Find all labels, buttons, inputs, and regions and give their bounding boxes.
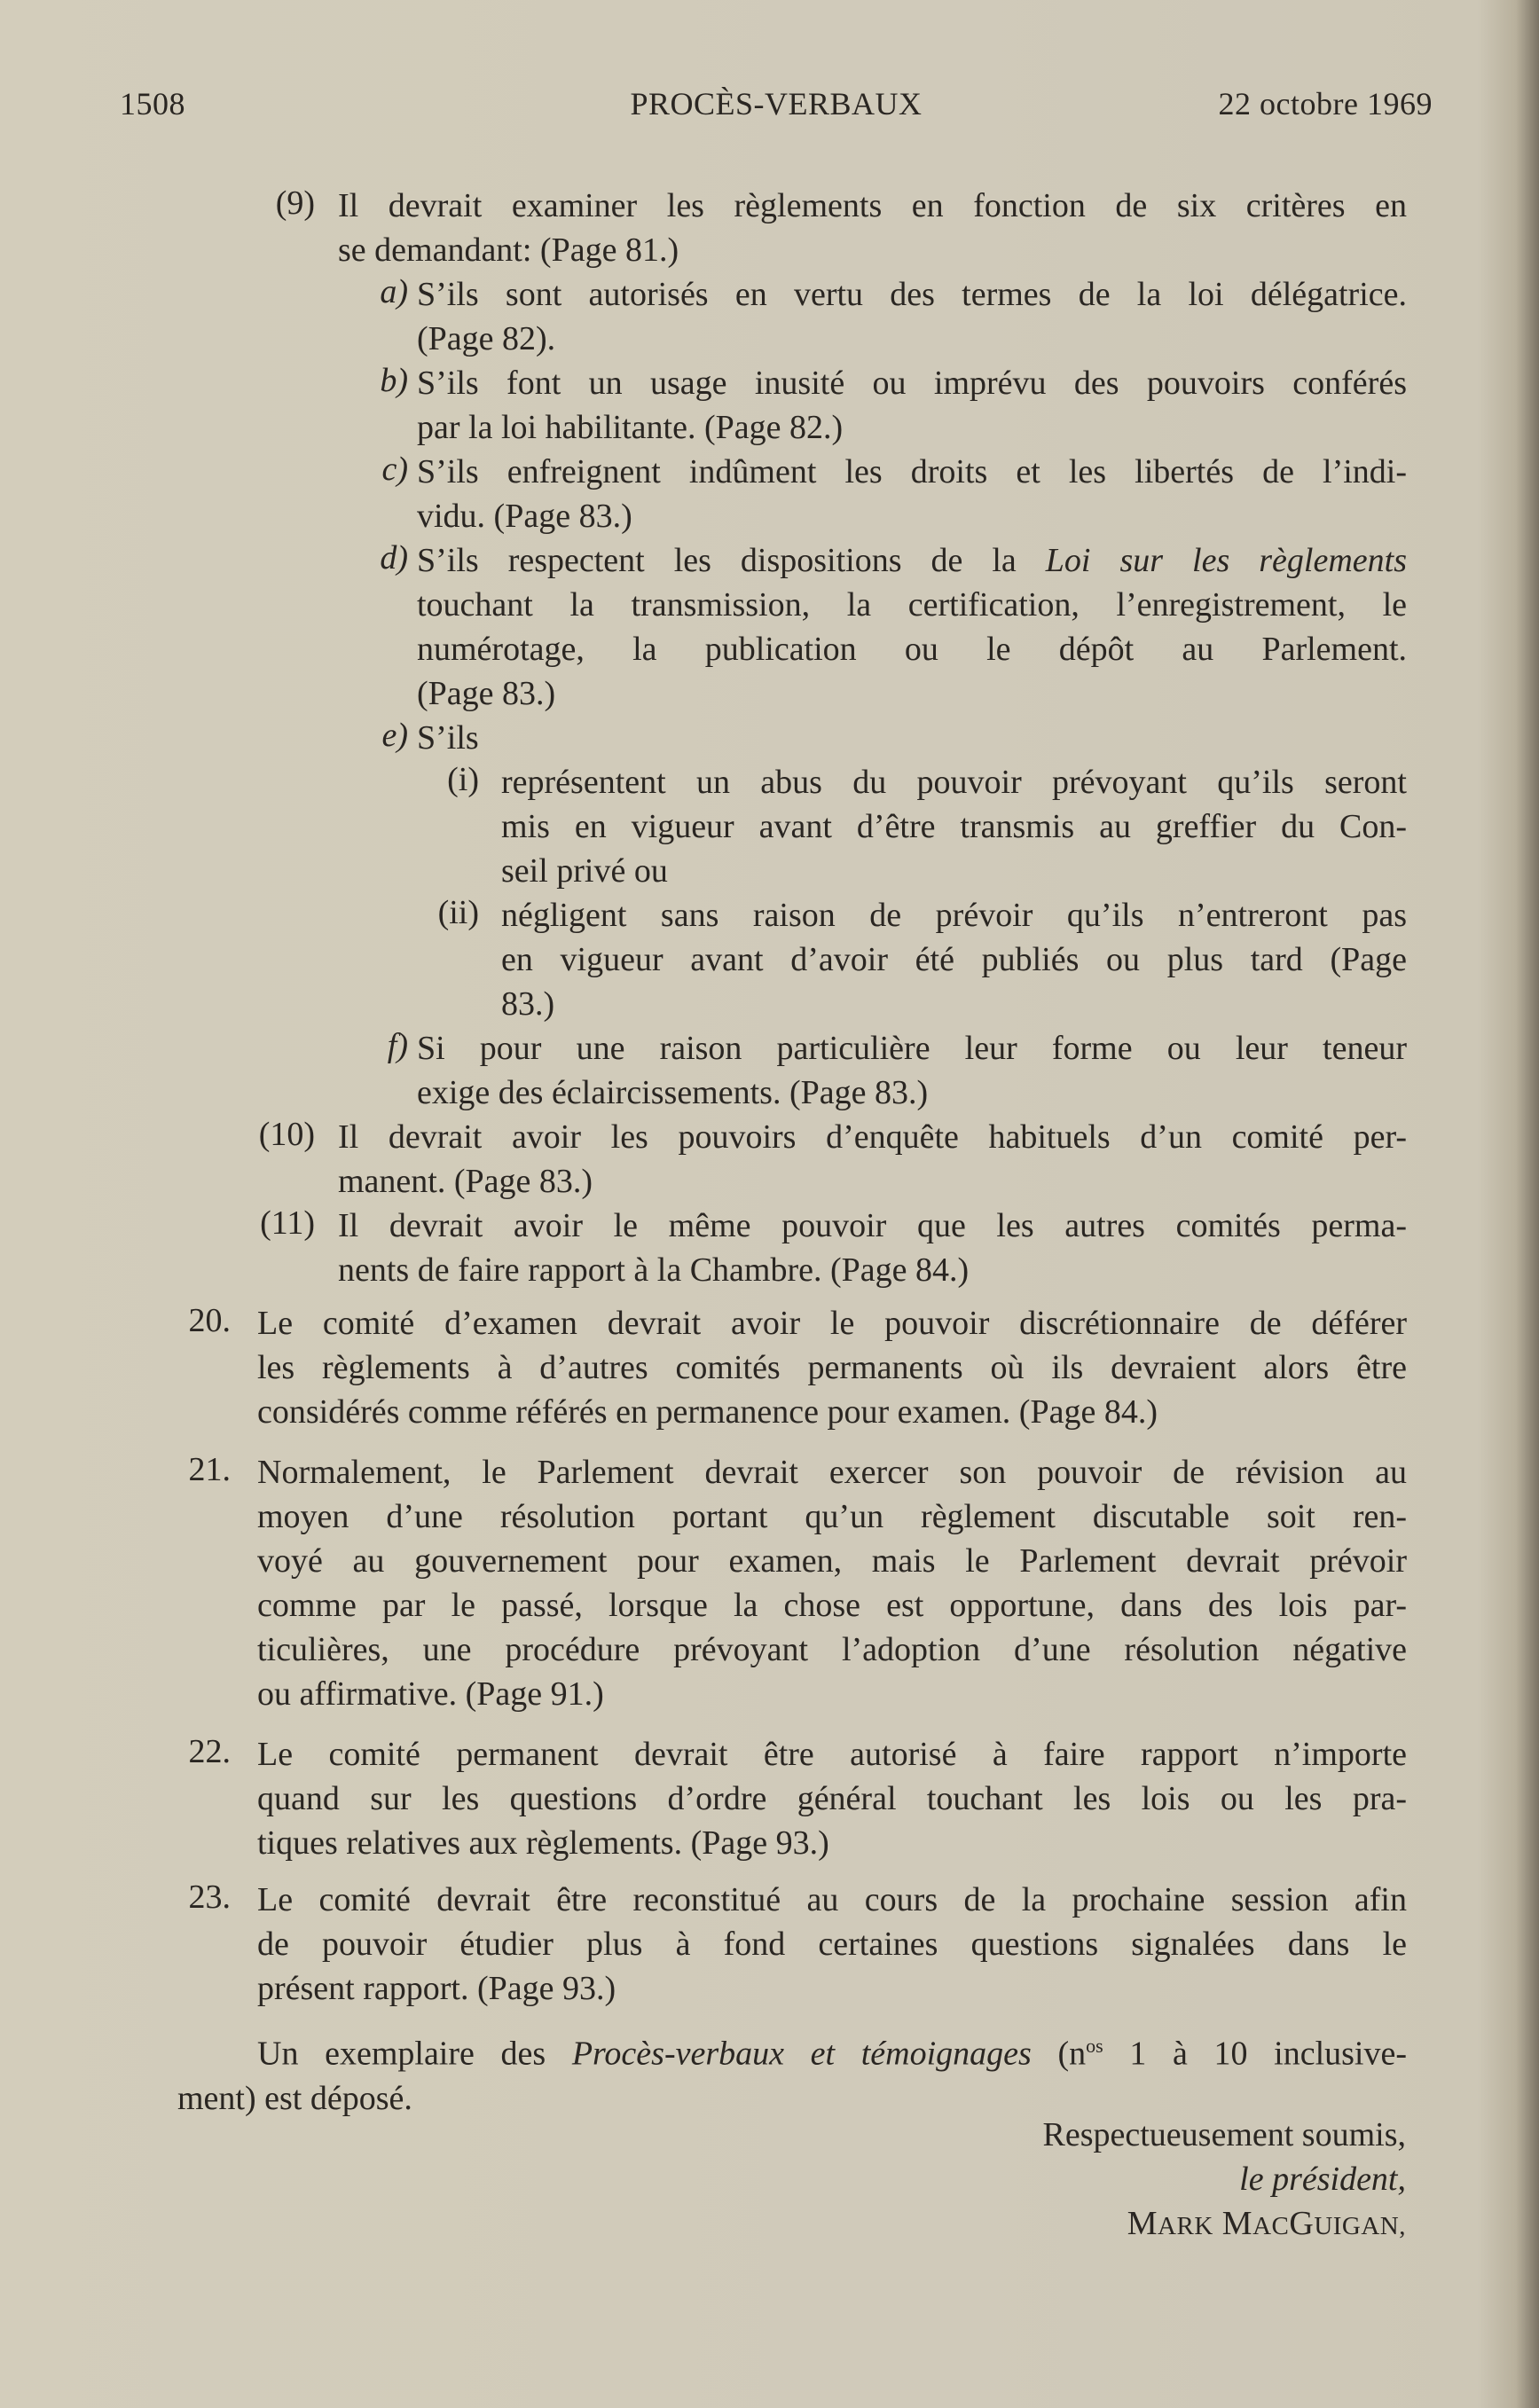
item-line: Il devrait avoir le même pouvoir que les autres comités perma- (338, 1207, 1407, 1244)
item-label: (9) (275, 184, 315, 222)
signature-closing: Respectueusement soumis, (1042, 2116, 1406, 2153)
item-line: comme par le passé, lorsque la chose est opportune, dans des lois par- (257, 1587, 1407, 1624)
item-line: se demandant: (Page 81.) (338, 231, 679, 269)
item-line: moyen d’une résolution portant qu’un règlement discutable soit ren- (257, 1498, 1407, 1535)
item-line: représentent un abus du pouvoir prévoyant qu’ils seront (501, 764, 1407, 801)
item-line: Le comité devrait être reconstitué au cours de la prochaine session afin (257, 1881, 1407, 1918)
item-label: 21. (188, 1451, 231, 1488)
running-title: PROCÈS-VERBAUX (630, 86, 923, 122)
item-line: Le comité permanent devrait être autorisé à faire rapport n’importe (257, 1736, 1407, 1773)
item-line: vidu. (Page 83.) (417, 498, 632, 535)
item-line: S’ils sont autorisés en vertu des termes de la loi délégatrice. (417, 276, 1407, 313)
item-line: seil privé ou (501, 852, 668, 890)
item-line: S’ils (417, 719, 479, 757)
item-line: en vigueur avant d’avoir été publiés ou plus tard (Page (501, 941, 1407, 978)
item-label: 23. (188, 1879, 231, 1916)
item-line: nents de faire rapport à la Chambre. (Page 84.) (338, 1251, 970, 1289)
item-line: de pouvoir étudier plus à fond certaines questions signalées dans le (257, 1926, 1407, 1963)
item-line: les règlements à d’autres comités permanents où ils devraient alors être (257, 1349, 1407, 1386)
page-header (120, 85, 1433, 129)
item-line: négligent sans raison de prévoir qu’ils n’entreront pas (501, 897, 1407, 934)
item-line: 83.) (501, 985, 555, 1023)
law-title: Loi sur les règlements (1045, 542, 1407, 579)
item-line: (Page 82). (417, 320, 556, 357)
item-line: Il devrait avoir les pouvoirs d’enquête habituels d’un comité per- (338, 1118, 1407, 1156)
item-line: Il devrait examiner les règlements en fonction de six critères en (338, 187, 1407, 224)
item-line: Le comité d’examen devrait avoir le pouvoir discrétionnaire de déférer (257, 1305, 1407, 1342)
item-line: S’ils enfreignent indûment les droits et les libertés de l’indi- (417, 453, 1407, 490)
header-date: 22 octobre 1969 (1218, 86, 1433, 122)
item-label: (10) (258, 1116, 315, 1153)
item-label: d) (380, 539, 408, 577)
item-label: f) (387, 1027, 408, 1064)
item-line: Si pour une raison particulière leur forme ou leur teneur (417, 1030, 1407, 1067)
item-line: touchant la transmission, la certification, l’enregistrement, le (417, 586, 1407, 624)
item-line: ou affirmative. (Page 91.) (257, 1675, 604, 1713)
item-line: exige des éclaircissements. (Page 83.) (417, 1074, 929, 1111)
page-number: 1508 (120, 86, 185, 122)
item-line: quand sur les questions d’ordre général touchant les lois ou les pra- (257, 1780, 1407, 1817)
item-line: par la loi habilitante. (Page 82.) (417, 409, 844, 446)
item-label: b) (380, 362, 408, 399)
signature-role: le président, (1239, 2161, 1406, 2198)
item-line: considérés comme référés en permanence pour examen. (Page 84.) (257, 1393, 1158, 1431)
item-line: S’ils font un usage inusité ou imprévu des pouvoirs conférés (417, 365, 1407, 402)
item-line: voyé au gouvernement pour examen, mais le Parlement devrait prévoir (257, 1542, 1407, 1580)
item-label: 22. (188, 1733, 231, 1770)
item-label: (11) (260, 1204, 315, 1242)
item-line: (Page 83.) (417, 675, 556, 712)
item-label: a) (380, 273, 408, 310)
paragraph-line: ment) est déposé. (177, 2079, 412, 2117)
item-label: 20. (188, 1302, 231, 1339)
item-line: manent. (Page 83.) (338, 1163, 593, 1200)
item-line: numérotage, la publication ou le dépôt au Parlement. (417, 631, 1407, 668)
document-title: Procès-verbaux et témoignages (571, 2035, 1032, 2073)
item-label: (i) (447, 761, 479, 798)
item-line: tiques relatives aux règlements. (Page 93.) (257, 1824, 829, 1862)
item-label: (ii) (437, 894, 479, 931)
item-line: mis en vigueur avant d’être transmis au greffier du Con- (501, 808, 1407, 845)
item-line: S’ils respectent les dispositions de la Loi sur les règlements (417, 542, 1407, 579)
item-label: c) (381, 451, 408, 488)
item-label: e) (381, 717, 408, 754)
paragraph-line: Un exemplaire des Procès-verbaux et témoignages ($n^{os}$ 1 à 10 inclusive- (257, 2035, 1408, 2073)
item-line: Normalement, le Parlement devrait exercer son pouvoir de révision au (257, 1454, 1407, 1491)
closing-paragraph (177, 2024, 1407, 2121)
item-line: présent rapport. (Page 93.) (257, 1970, 616, 2007)
signature-name: MARK MACGUIGAN, (1127, 2205, 1406, 2242)
item-line: ticulières, une procédure prévoyant l’adoption d’une résolution négative (257, 1631, 1407, 1668)
signature-block (785, 2113, 1406, 2248)
